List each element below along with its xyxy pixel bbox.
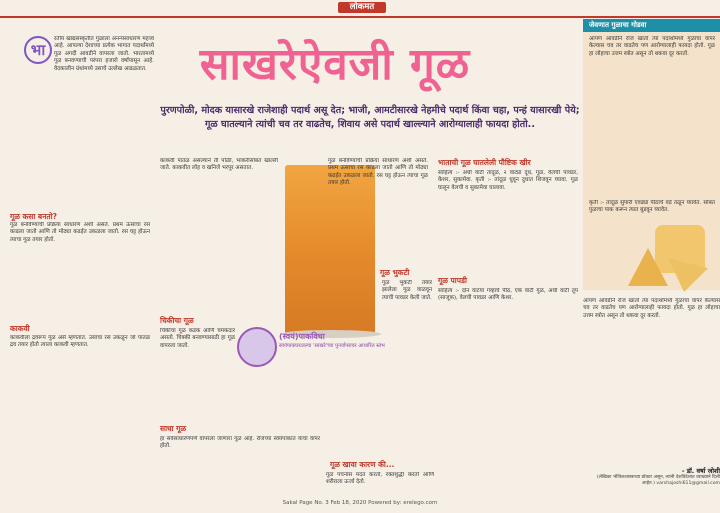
column-name: (स्वयं)पाकविधा: [279, 332, 325, 341]
top-rule: [0, 16, 720, 18]
heading-kaaran: गूळ खावा कारण की...: [330, 460, 395, 469]
sidebar-recipe-text: कृती :- तांदूळ सुपारी एवढ्या पीठाचे वडे तळून घ्यावेत. सोबत गुळाचा पाक करून त्यात बुडवून घ्यावेत.: [589, 200, 715, 214]
author-name: - डॉ. वर्षा जोशी: [681, 467, 720, 475]
newspaper-brand: लोकमत: [338, 2, 386, 13]
deck-text: पुरणपोळी, मोदक यासारखे राजेशाही पदार्थ असू देत; भाजी, आमटीसारखे नेहमीचे पदार्थ किंवा चहा, पन्हं यासारखी पेये; गूळ घातल्याने त्यांची चव तर वाढतेच, शिवाय असे पदार्थ खाल्ल्याने आरोग्यालाही फायदा होतो..: [160, 105, 580, 130]
column3-text: गूळ बनविण्याची प्रक्रिया साधारण अशी असते. प्रथम ऊसाचा रस काढला जातो आणि तो मोठ्या कढईत उकळला जातो. रस घट्ट होऊन त्याचा गूळ तयार होतो.: [328, 158, 428, 187]
author-bio: (लेखिका भौतिकशास्त्राच्या डॉक्टर असून, त्यांनी देशविदेशात व्याख्याने दिली आहेत.) varshajoshi611@gmail.com: [596, 475, 720, 486]
column-logo-icon: [237, 327, 277, 367]
sidebar-text: आपण आवडीने रोज खातो त्या पदार्थांमध्ये गुळाचा वापर केल्यास चव तर वाढतेच पण आरोग्यालाही फायदा होतो. गूळ हा लोहाचा उत्तम स्त्रोत असून तो थकवा दूर करतो.: [589, 36, 715, 57]
q1-text: गूळ बनविण्याची प्रक्रिया साधारण अशी असते. प्रथम ऊसाचा रस काढला जातो आणि तो मोठ्या कढईत उकळला जातो. रस घट्ट होऊन त्याचा गूळ तयार होतो.: [10, 222, 150, 243]
heading-kheer: भाताची गूळ घातलेली पौष्टिक खीर: [438, 158, 531, 167]
heading-q1: गूळ कसा बनतो?: [10, 212, 57, 221]
column2-text: काकवी पातळ असल्याने ती पोळी, भाकरीसोबत खाल्ली जाते. काकवीत लोह व खनिजे भरपूर असतात.: [160, 158, 278, 172]
sidebar-continuation: आपण आवडीने रोज खातो त्या पदार्थांमध्ये गुळाचा वापर केल्यास चव तर वाढतेच पण आरोग्यालाही फायदा होतो. गूळ हा लोहाचा उत्तम स्त्रोत असून तो थकवा दूर करतो.: [583, 298, 720, 319]
page-footer: Sakal Page No. 3 Feb 18, 2020 Powered by: erelego.com: [282, 500, 438, 506]
drop-cap: भा: [24, 36, 52, 64]
sidebar-heading: जेवणात गुळाचा गोडवा: [583, 19, 720, 32]
page-title: साखरेऐवजी गूळ: [199, 39, 471, 90]
kaaran-text: गूळ पचनास मदत करतो, रक्तशुद्धी करतो आणि शरीराला ऊर्जा देतो.: [326, 472, 434, 486]
heading-chikki: चिकीचा गूळ: [160, 316, 194, 325]
kakvi-text: काकवीला द्रवरूप गूळ असे म्हणतात. उसाचा रस उकळून जो पातळ द्रव तयार होतो त्याला काकवी म्हणतात.: [10, 335, 150, 349]
chikki-text: चिकीचा गूळ कडक आणि चमकदार असतो. चिक्की बनवण्यासाठी हा गूळ वापरला जातो.: [160, 328, 235, 349]
papdi-text: साहित्य :- दोन वाटया गव्हाचे पीठ, एक वाटी गूळ, अर्धी वाटी तूप (साजूक), वेलची पावडर आणि केशर.: [438, 288, 578, 302]
heading-bhukti: गूळ भुकटी: [380, 268, 410, 277]
heading-kakvi: काकवी: [10, 324, 30, 333]
column-subtitle: स्वयंपाकघरातल्या 'साखरे'च्या पुनर्वापरावर आधारित स्तंभ: [279, 343, 385, 349]
intro-text: रतीय खाद्यसंस्कृतीत गुळाला अनन्यसाधारण महत्त्व आहे. आपल्या देशाच्या प्रत्येक भागात पदार्थांमध्ये गूळ अगदी आवडीने वापरला जातो. भारतामध्ये गूळ बनवण्याची परंपरा हजारो वर्षांपासून आहे. वेदकालीन ग्रंथांमध्ये उसाचे उल्लेख आढळतात.: [54, 36, 154, 72]
kheer-text: साहित्य :- अर्धी वाटी तांदूळ, २ वाट्या दूध, गूळ, वेलची पावडर, केशर, सुकामेवा. कृती :- तांदूळ धुवून दुधात शिजवून घ्यावा. गूळ घालून वेलची व सुकामेवा घालावा.: [438, 170, 578, 191]
heading-sadha: साधा गूळ: [160, 424, 187, 433]
sadha-text: हा सर्वसाधारणपणे वापरला जाणारा गूळ आहे. रोजच्या स्वयंपाकात याचा वापर होतो.: [160, 436, 320, 450]
bhukti-text: गूळ भुकटी तयार झालेला गूळ वाळवून त्याची पावडर केली जाते.: [382, 280, 432, 301]
heading-papdi: गूळ पापडी: [438, 276, 467, 285]
